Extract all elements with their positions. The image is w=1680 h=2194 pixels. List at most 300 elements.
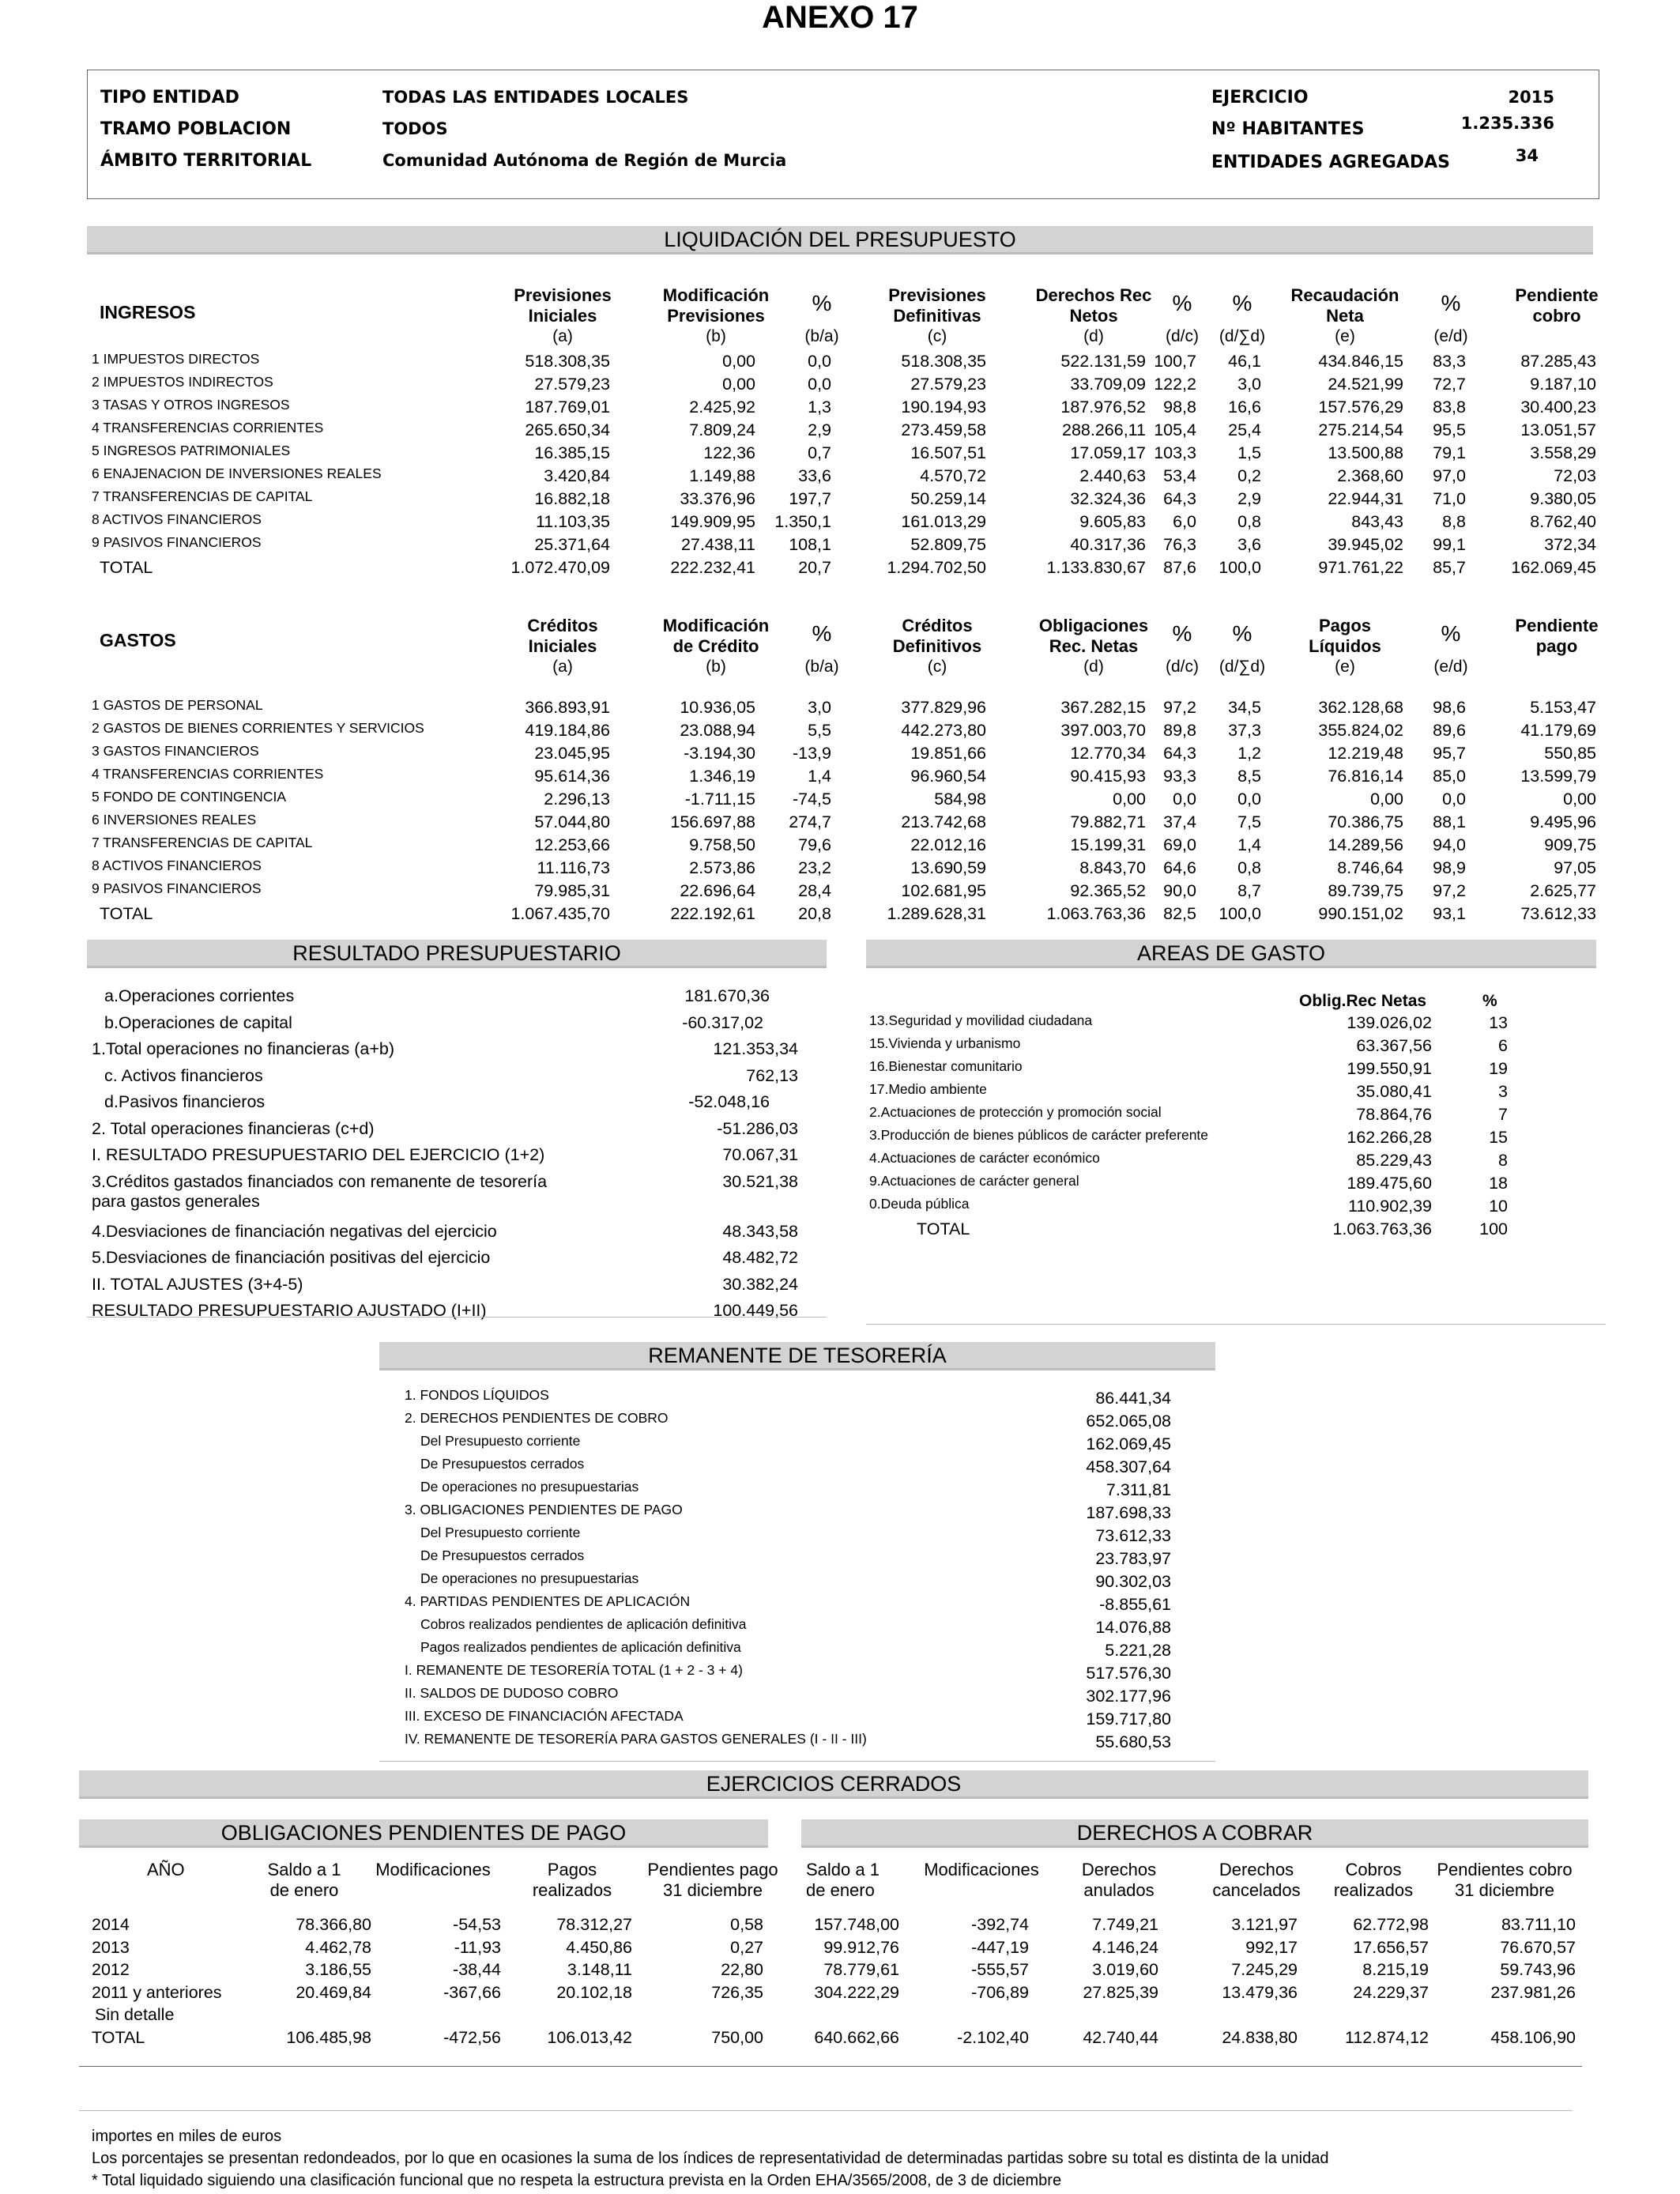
row-value: 83,8 <box>1433 398 1466 417</box>
row-value: 64,3 <box>1163 744 1196 763</box>
table-row <box>0 1938 1680 1960</box>
ingresos-col-7-subtitle: Neta <box>1326 306 1364 326</box>
row-value: 288.266,11 <box>1061 420 1146 439</box>
remanente-row-value: 90.302,03 <box>1095 1572 1171 1591</box>
cerrados-value: 78.312,27 <box>556 1915 632 1934</box>
remanente-row-value: 517.576,30 <box>1086 1664 1171 1683</box>
cerrados-total-value: 458.106,90 <box>1490 2027 1576 2047</box>
ingresos-col-2-title: % <box>812 291 832 315</box>
row-value: 24.521,99 <box>1328 375 1403 394</box>
row-value: 94,0 <box>1433 835 1466 854</box>
row-value: 13.690,59 <box>910 858 986 877</box>
cerrados-col-4-subtitle: 31 diciembre <box>663 1880 763 1900</box>
cerrados-value: -367,66 <box>443 1982 501 2002</box>
row-value: 1,4 <box>808 767 831 786</box>
cerrados-value: 13.479,36 <box>1222 1982 1298 2002</box>
remanente-row-label: 3. OBLIGACIONES PENDIENTES DE PAGO <box>405 1502 683 1517</box>
ingresos-col-9-subtitle: cobro <box>1532 306 1581 326</box>
entidades-agregadas-label: ENTIDADES AGREGADAS <box>1211 153 1450 172</box>
area-row-label: 9.Actuaciones de carácter general <box>869 1173 1079 1189</box>
ingresos-col-2-ref: (b/a) <box>804 327 839 345</box>
remanente-row-value: 55.680,53 <box>1095 1732 1171 1751</box>
row-label: 6 INVERSIONES REALES <box>92 812 257 827</box>
table-row <box>0 767 1680 790</box>
area-row-value: 162.266,28 <box>1347 1128 1432 1147</box>
table-row <box>0 744 1680 767</box>
remanente-row-label: I. REMANENTE DE TESORERÍA TOTAL (1 + 2 - 3 + 4) <box>405 1662 743 1678</box>
row-value: 33.709,09 <box>1070 375 1146 394</box>
tramo-poblacion-value: TODOS <box>382 119 448 138</box>
row-label: 3 GASTOS FINANCIEROS <box>92 743 259 759</box>
table-row <box>0 466 1680 489</box>
resultado-row-value: 762,13 <box>746 1065 798 1085</box>
remanente-row-value: 187.698,33 <box>1086 1503 1171 1522</box>
row-value: 149.909,95 <box>670 512 755 531</box>
remanente-row-value: 7.311,81 <box>1106 1480 1171 1499</box>
total-value: 82,5 <box>1163 904 1196 923</box>
cerrados-col-7-title: Derechos <box>1081 1860 1157 1879</box>
cerrados-value: 62.772,98 <box>1353 1915 1429 1934</box>
row-value: 10.936,05 <box>680 698 755 717</box>
resultado-row-label: d.Pasivos financieros <box>104 1092 266 1111</box>
habitantes-label: Nº HABITANTES <box>1211 119 1365 139</box>
total-value: 73.612,33 <box>1520 904 1596 923</box>
remanente-row-label: 1. FONDOS LÍQUIDOS <box>405 1387 549 1403</box>
row-label: 8 ACTIVOS FINANCIEROS <box>92 858 262 873</box>
cerrados-col-10-subtitle: 31 diciembre <box>1455 1880 1554 1900</box>
row-value: 15.199,31 <box>1070 835 1146 854</box>
row-value: 550,85 <box>1544 744 1596 763</box>
row-value: 103,3 <box>1154 443 1196 462</box>
resultado-row-label: 5.Desviaciones de financiación positivas del ejercicio <box>92 1248 491 1267</box>
row-value: 522.131,59 <box>1060 352 1146 371</box>
gastos-col-3-subtitle: Definitivos <box>892 636 982 656</box>
area-total-pct: 100 <box>1479 1220 1508 1238</box>
row-value: 5.153,47 <box>1530 698 1596 717</box>
gastos-col-6-title: % <box>1232 621 1252 646</box>
total-value: 1.067.435,70 <box>510 904 610 923</box>
row-label: 6 ENAJENACION DE INVERSIONES REALES <box>92 466 382 481</box>
row-label: 5 INGRESOS PATRIMONIALES <box>92 443 291 458</box>
row-label: 7 TRANSFERENCIAS DE CAPITAL <box>92 488 313 504</box>
row-value: 265.650,34 <box>525 420 610 439</box>
cerrados-col-4-title: Pendientes pago <box>647 1860 778 1879</box>
area-row-pct: 15 <box>1489 1128 1508 1147</box>
remanente-row-label: Del Presupuesto corriente <box>420 1525 581 1540</box>
resultado-row-label: 1.Total operaciones no financieras (a+b) <box>92 1039 395 1058</box>
total-value: 1.294.702,50 <box>887 558 986 577</box>
cerrados-value: 726,35 <box>711 1982 763 2002</box>
gastos-col-5-ref: (d/c) <box>1166 658 1199 676</box>
row-value: 89.739,75 <box>1328 881 1403 900</box>
row-value: 0,00 <box>1113 790 1146 809</box>
cerrados-value: 0,58 <box>730 1915 763 1934</box>
row-label: 4 TRANSFERENCIAS CORRIENTES <box>92 420 324 435</box>
gastos-col-9-subtitle: pago <box>1535 636 1578 656</box>
row-value: 32.324,36 <box>1070 489 1146 508</box>
row-value: 79,6 <box>798 835 831 854</box>
ambito-territorial-label: ÁMBITO TERRITORIAL <box>100 151 312 171</box>
resultado-row-label: 3.Créditos gastados financiados con remanente de tesorería <box>92 1171 548 1191</box>
row-value: 0,0 <box>808 352 831 371</box>
row-value: 12.253,66 <box>534 835 610 854</box>
row-value: 275.214,54 <box>1318 420 1403 439</box>
row-value: 0,00 <box>722 352 755 371</box>
remanente-row-value: 73.612,33 <box>1095 1526 1171 1545</box>
total-value: 1.072.470,09 <box>510 558 610 577</box>
area-row-value: 199.550,91 <box>1347 1059 1432 1078</box>
page-title: ANEXO 17 <box>762 0 918 35</box>
cerrados-value: 4.146,24 <box>1092 1937 1158 1957</box>
row-value: 909,75 <box>1544 835 1596 854</box>
cerrados-col-3-title: Pagos <box>547 1860 597 1879</box>
cerrados-value: 992,17 <box>1245 1937 1298 1957</box>
ingresos-col-5-ref: (d/c) <box>1166 327 1199 345</box>
cerrados-year: 2013 <box>92 1937 130 1957</box>
row-value: 22.696,64 <box>680 881 755 900</box>
row-value: 122,36 <box>703 443 755 462</box>
row-value: 16.882,18 <box>534 489 610 508</box>
row-value: 4.570,72 <box>920 466 986 485</box>
row-value: 23,2 <box>798 858 831 877</box>
cerrados-col-6-title: Modificaciones <box>924 1860 1039 1879</box>
row-value: 8.843,70 <box>1079 858 1146 877</box>
cerrados-year: 2011 y anteriores <box>92 1982 222 2002</box>
row-value: 27.438,11 <box>680 535 755 554</box>
area-row-pct: 13 <box>1489 1013 1508 1032</box>
row-value: 0,00 <box>722 375 755 394</box>
row-value: 28,4 <box>798 881 831 900</box>
row-value: 41.179,69 <box>1520 721 1596 740</box>
area-row-pct: 8 <box>1498 1151 1508 1170</box>
gastos-col-8-ref: (e/d) <box>1433 658 1468 676</box>
table-total-row <box>0 558 1680 581</box>
remanente-row-label: De operaciones no presupuestarias <box>420 1570 639 1586</box>
row-label: 8 ACTIVOS FINANCIEROS <box>92 511 262 527</box>
row-value: 0,00 <box>1563 790 1596 809</box>
area-total-label: TOTAL <box>917 1220 970 1238</box>
ingresos-heading: INGRESOS <box>100 302 196 322</box>
row-value: 518.308,35 <box>525 352 610 371</box>
row-value: 16.385,15 <box>534 443 610 462</box>
row-value: 2.440,63 <box>1079 466 1146 485</box>
row-value: 12.219,48 <box>1328 744 1403 763</box>
row-value: 11.103,35 <box>535 512 610 531</box>
table-row <box>0 1960 1680 1982</box>
gastos-col-7-subtitle: Líquidos <box>1309 636 1381 656</box>
row-value: 9.380,05 <box>1530 489 1596 508</box>
tipo-entidad-label: TIPO ENTIDAD <box>100 88 239 107</box>
gastos-col-5-title: % <box>1172 621 1192 646</box>
total-value: 85,7 <box>1433 558 1466 577</box>
row-value: 434.846,15 <box>1318 352 1403 371</box>
table-row <box>0 790 1680 812</box>
row-value: 70.386,75 <box>1328 812 1403 831</box>
row-value: 161.013,29 <box>901 512 986 531</box>
row-value: 366.893,91 <box>525 698 610 717</box>
remanente-row-value: 14.076,88 <box>1095 1618 1171 1637</box>
footer-divider <box>79 2110 1573 2111</box>
row-label: 2 IMPUESTOS INDIRECTOS <box>92 374 273 390</box>
area-row-label: 16.Bienestar comunitario <box>869 1058 1023 1074</box>
cerrados-col-9-subtitle: realizados <box>1333 1880 1414 1900</box>
row-value: 9.495,96 <box>1530 812 1596 831</box>
area-row-pct: 10 <box>1489 1197 1508 1216</box>
resultado-row-label-continued: para gastos generales <box>92 1191 260 1211</box>
cerrados-col-10-title: Pendientes cobro <box>1437 1860 1573 1879</box>
cerrados-total-value: 24.838,80 <box>1222 2027 1298 2047</box>
row-value: -1.711,15 <box>684 790 755 809</box>
row-value: 7,5 <box>1237 812 1261 831</box>
row-value: 1.346,19 <box>689 767 755 786</box>
row-value: 23.088,94 <box>680 721 755 740</box>
resultado-row-value: 30.521,38 <box>722 1171 798 1191</box>
cerrados-col-1-subtitle: de enero <box>269 1880 339 1900</box>
resultado-row-label: b.Operaciones de capital <box>104 1012 292 1032</box>
row-value: 97,0 <box>1433 466 1466 485</box>
row-value: 95,7 <box>1433 744 1466 763</box>
remanente-row-value: 86.441,34 <box>1095 1389 1171 1408</box>
row-value: 0,8 <box>1237 858 1261 877</box>
cerrados-value: 20.102,18 <box>556 1982 632 2002</box>
area-total-value: 1.063.763,36 <box>1332 1220 1432 1238</box>
total-value: 100,0 <box>1219 558 1261 577</box>
remanente-row-label: II. SALDOS DE DUDOSO COBRO <box>405 1685 619 1701</box>
table-row <box>0 721 1680 744</box>
remanente-row-label: Del Presupuesto corriente <box>420 1433 581 1449</box>
row-value: 30.400,23 <box>1520 398 1596 417</box>
cerrados-total-value: 42.740,44 <box>1083 2027 1158 2047</box>
row-value: 93,3 <box>1163 767 1196 786</box>
row-value: 1,4 <box>1237 835 1261 854</box>
table-row <box>0 512 1680 535</box>
remanente-row-value: 5.221,28 <box>1105 1641 1171 1660</box>
row-value: 273.459,58 <box>901 420 986 439</box>
cerrados-value: -38,44 <box>453 1960 501 1979</box>
cerrados-value: 24.229,37 <box>1353 1982 1429 2002</box>
resultado-row-label: a.Operaciones corrientes <box>104 986 295 1005</box>
row-value: 3,0 <box>1237 375 1261 394</box>
row-value: 9.758,50 <box>689 835 755 854</box>
gastos-heading: GASTOS <box>100 630 176 650</box>
ingresos-col-7-ref: (e) <box>1335 327 1355 345</box>
resultado-row-value: -60.317,02 <box>682 1012 763 1032</box>
row-value: 69,0 <box>1163 835 1196 854</box>
cerrados-total-value: -2.102,40 <box>957 2027 1029 2047</box>
row-label: 9 PASIVOS FINANCIEROS <box>92 534 262 550</box>
row-value: 1.149,88 <box>689 466 755 485</box>
resultado-section-title: RESULTADO PRESUPUESTARIO <box>87 940 827 968</box>
cerrados-value: 20.469,84 <box>296 1982 371 2002</box>
resultado-row-value: 30.382,24 <box>722 1274 798 1294</box>
row-value: 19.851,66 <box>910 744 986 763</box>
cerrados-total-value: 112.874,12 <box>1344 2027 1429 2047</box>
row-value: 72,03 <box>1554 466 1596 485</box>
cerrados-section-title: EJERCICIOS CERRADOS <box>79 1770 1588 1799</box>
row-value: 355.824,02 <box>1318 721 1403 740</box>
cerrados-year: 2014 <box>92 1915 130 1934</box>
row-value: 8,5 <box>1237 767 1261 786</box>
row-value: 33.376,96 <box>680 489 755 508</box>
row-value: 108,1 <box>789 535 831 554</box>
remanente-row-label: 2. DERECHOS PENDIENTES DE COBRO <box>405 1410 669 1426</box>
row-value: 50.259,14 <box>910 489 986 508</box>
row-value: 442.273,80 <box>901 721 986 740</box>
cerrados-value: -447,19 <box>971 1937 1029 1957</box>
resultado-row-value: 181.670,36 <box>684 986 770 1005</box>
row-label: 5 FONDO DE CONTINGENCIA <box>92 789 286 805</box>
row-value: 79.985,31 <box>534 881 610 900</box>
total-value: 20,7 <box>798 558 831 577</box>
area-row-value: 139.026,02 <box>1347 1013 1432 1032</box>
row-value: 22.944,31 <box>1328 489 1403 508</box>
area-row-value: 35.080,41 <box>1356 1082 1432 1101</box>
ingresos-col-3-title: Previsiones <box>888 285 986 305</box>
row-value: 0,0 <box>1442 790 1466 809</box>
cerrados-year: 2012 <box>92 1960 130 1979</box>
row-value: 584,98 <box>934 790 986 809</box>
areas-section-title: AREAS DE GASTO <box>866 940 1596 968</box>
row-value: 25,4 <box>1228 420 1261 439</box>
cerrados-value: 59.743,96 <box>1500 1960 1576 1979</box>
cerrados-value: -555,57 <box>971 1960 1029 1979</box>
area-row-value: 85.229,43 <box>1356 1151 1432 1170</box>
row-value: 157.576,29 <box>1318 398 1403 417</box>
gastos-col-3-title: Créditos <box>902 616 973 635</box>
area-row-label: 4.Actuaciones de carácter económico <box>869 1150 1100 1166</box>
row-value: 46,1 <box>1228 352 1261 371</box>
cerrados-value: 99.912,76 <box>823 1937 899 1957</box>
table-row <box>0 352 1680 375</box>
total-value: 100,0 <box>1219 904 1261 923</box>
cerrados-value: 78.779,61 <box>823 1960 899 1979</box>
table-row <box>0 1915 1680 1937</box>
area-row-label: 17.Medio ambiente <box>869 1081 987 1097</box>
row-value: 2.573,86 <box>689 858 755 877</box>
row-value: 187.976,52 <box>1060 398 1146 417</box>
row-value: 362.128,68 <box>1318 698 1403 717</box>
remanente-row-label: De Presupuestos cerrados <box>420 1547 585 1563</box>
row-label: 4 TRANSFERENCIAS CORRIENTES <box>92 766 324 782</box>
row-value: 156.697,88 <box>670 812 755 831</box>
remanente-row-label: Pagos realizados pendientes de aplicación definitiva <box>420 1639 741 1655</box>
gastos-col-8-title: % <box>1441 621 1461 646</box>
row-label: 9 PASIVOS FINANCIEROS <box>92 880 262 896</box>
resultado-row-value: 48.343,58 <box>722 1221 798 1241</box>
remanente-row-label: 4. PARTIDAS PENDIENTES DE APLICACIÓN <box>405 1593 691 1609</box>
resultado-row-label: I. RESULTADO PRESUPUESTARIO DEL EJERCICIO (1+2) <box>92 1145 545 1164</box>
row-value: 83,3 <box>1433 352 1466 371</box>
table-row <box>0 858 1680 881</box>
resultado-row-value: 48.482,72 <box>722 1248 798 1267</box>
ingresos-col-1-ref: (b) <box>706 327 726 345</box>
row-value: 2.368,60 <box>1337 466 1403 485</box>
row-value: 16,6 <box>1228 398 1261 417</box>
cerrados-value: -706,89 <box>971 1982 1029 2002</box>
row-value: 377.829,96 <box>901 698 986 717</box>
cerrados-value: 7.749,21 <box>1092 1915 1158 1934</box>
resultado-row-value: 100.449,56 <box>713 1301 798 1320</box>
area-row-value: 78.864,76 <box>1356 1105 1432 1124</box>
areas-divider <box>866 1324 1606 1325</box>
table-total-row <box>0 2028 1680 2050</box>
header-box <box>87 70 1599 199</box>
area-row-label: 13.Seguridad y movilidad ciudadana <box>869 1012 1093 1028</box>
ingresos-col-7-title: Recaudación <box>1290 285 1399 305</box>
row-value: 187.769,01 <box>525 398 610 417</box>
gastos-col-3-ref: (c) <box>927 658 947 676</box>
row-value: 64,6 <box>1163 858 1196 877</box>
row-value: 12.770,34 <box>1070 744 1146 763</box>
row-label: 1 GASTOS DE PERSONAL <box>92 697 263 713</box>
row-value: 79.882,71 <box>1070 812 1146 831</box>
gastos-col-9-title: Pendiente <box>1515 616 1599 635</box>
row-value: 89,6 <box>1433 721 1466 740</box>
row-value: 98,6 <box>1433 698 1466 717</box>
gastos-col-0-ref: (a) <box>552 658 573 676</box>
ingresos-col-4-title: Derechos Rec <box>1035 285 1152 305</box>
remanente-row-label: IV. REMANENTE DE TESORERÍA PARA GASTOS GENERALES (I - II - III) <box>405 1731 867 1747</box>
row-value: 96.960,54 <box>910 767 986 786</box>
row-value: 76.816,14 <box>1328 767 1403 786</box>
row-value: 0,0 <box>1173 790 1196 809</box>
area-row-value: 189.475,60 <box>1347 1174 1432 1193</box>
remanente-divider <box>379 1761 1215 1762</box>
row-value: 89,8 <box>1163 721 1196 740</box>
resultado-row-value: 70.067,31 <box>722 1145 798 1164</box>
row-label: 7 TRANSFERENCIAS DE CAPITAL <box>92 835 313 850</box>
row-value: 372,34 <box>1544 535 1596 554</box>
row-value: 37,3 <box>1228 721 1261 740</box>
row-value: 105,4 <box>1154 420 1196 439</box>
total-value: 20,8 <box>798 904 831 923</box>
row-value: 57.044,80 <box>534 812 610 831</box>
cerrados-value: -54,53 <box>453 1915 501 1934</box>
habitantes-value: 1.235.336 <box>1460 114 1554 133</box>
row-value: 9.605,83 <box>1079 512 1146 531</box>
row-value: 87.285,43 <box>1520 352 1596 371</box>
remanente-row-value: 162.069,45 <box>1086 1434 1171 1453</box>
resultado-row-value: -51.286,03 <box>717 1118 798 1138</box>
row-value: 102.681,95 <box>901 881 986 900</box>
ingresos-col-5-title: % <box>1172 291 1192 315</box>
cerrados-total-value: 106.485,98 <box>286 2027 371 2047</box>
liquidacion-section-title: LIQUIDACIÓN DEL PRESUPUESTO <box>87 226 1593 254</box>
cerrados-value: 4.450,86 <box>566 1937 632 1957</box>
areas-col-oblig: Oblig.Rec Netas <box>1299 992 1427 1010</box>
row-value: 13.599,79 <box>1520 767 1596 786</box>
row-value: 11.116,73 <box>537 858 610 877</box>
row-value: 99,1 <box>1433 535 1466 554</box>
total-value: 990.151,02 <box>1318 904 1403 923</box>
cerrados-col-0-title: AÑO <box>147 1860 185 1879</box>
gastos-col-2-ref: (b/a) <box>804 658 839 676</box>
row-value: 64,3 <box>1163 489 1196 508</box>
cerrados-col-8-title: Derechos <box>1219 1860 1294 1879</box>
ingresos-col-4-ref: (d) <box>1083 327 1104 345</box>
cerrados-value: 78.366,80 <box>296 1915 371 1934</box>
remanente-row-value: 159.717,80 <box>1086 1710 1171 1728</box>
cerrados-total-value: 750,00 <box>711 2027 763 2047</box>
remanente-row-label: Cobros realizados pendientes de aplicación definitiva <box>420 1616 747 1632</box>
row-value: 2,9 <box>808 420 831 439</box>
remanente-row-value: -8.855,61 <box>1099 1595 1171 1614</box>
row-value: 90.415,93 <box>1070 767 1146 786</box>
total-value: 1.289.628,31 <box>887 904 986 923</box>
cerrados-total-value: 106.013,42 <box>547 2027 632 2047</box>
footer-units-note: importes en miles de euros <box>92 2128 282 2145</box>
cerrados-total-value: -472,56 <box>443 2027 501 2047</box>
